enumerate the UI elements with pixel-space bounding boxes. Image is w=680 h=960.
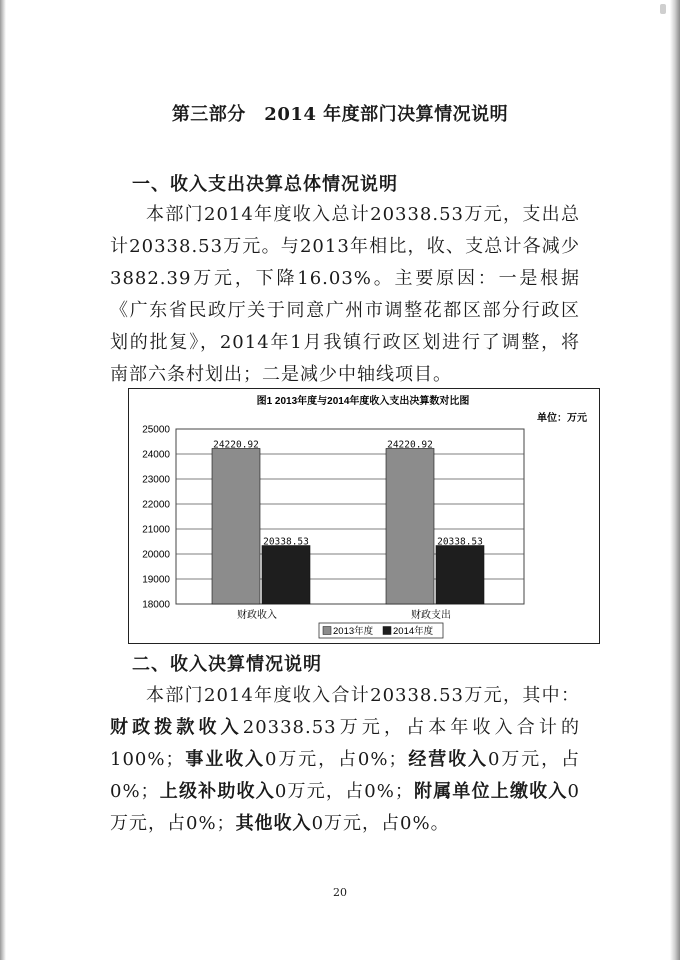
section-1-paragraph: 本部门2014年度收入总计20338.53万元，支出总计20338.53万元。与2013年相比，收、支总计各减少3882.39万元，下降16.03%。主要原因：一是根据《广东省民政厅关于同意广州市调整花都区部分行政区划的批复》，2014年1月我镇行政区划进行了调整，将南部六条村划出；二是减少中轴线项目。	[110, 204, 580, 385]
business-income-text: 0万元，占0%；	[264, 749, 408, 770]
income-intro: 本部门2014年度收入合计20338.53万元，其中：	[146, 685, 580, 706]
punch-mark	[660, 4, 666, 14]
y-tick-label: 20000	[142, 549, 170, 561]
chart-unit-label: 单位：万元	[537, 413, 587, 424]
data-label: 24220.92	[213, 439, 259, 451]
bar	[212, 448, 260, 604]
y-tick-label: 25000	[142, 424, 170, 436]
other-income-text: 0万元，占0%。	[311, 813, 450, 834]
part-title: 第三部分 2014 年度部门决算情况说明	[171, 104, 509, 125]
legend-label: 2014年度	[393, 626, 434, 637]
page-number: 20	[333, 886, 347, 899]
affiliated-unit-label: 附属单位上缴收入	[413, 781, 568, 802]
chart-svg	[129, 389, 598, 642]
section-heading-2: 二、收入决算情况说明	[132, 654, 322, 675]
affiliated-unit-text: 0万元，占0%；	[110, 781, 580, 834]
legend-label: 2013年度	[333, 626, 374, 637]
operating-income-text: 0万元，占0%；	[110, 749, 581, 802]
x-axis-categories	[237, 608, 451, 621]
legend-swatch	[323, 627, 331, 635]
data-label: 20338.53	[263, 536, 309, 548]
comparison-chart	[128, 388, 600, 644]
higher-level-subsidy-text: 0万元，占0%；	[274, 781, 414, 802]
y-tick-label: 18000	[142, 599, 170, 611]
x-category-label: 财政收入	[237, 610, 277, 621]
other-income-label: 其他收入	[235, 813, 312, 834]
y-tick-label: 24000	[142, 449, 170, 461]
data-label: 20338.53	[437, 536, 483, 548]
fiscal-appropriation-label: 财政拨款收入	[110, 717, 243, 738]
fiscal-appropriation-text: 20338.53万元，占本年收入合计的100%；	[110, 717, 581, 770]
chart-title: 图1 2013年度与2014年度收入支出决算数对比图	[256, 396, 470, 407]
x-category-label: 财政支出	[411, 610, 451, 621]
chart-legend	[319, 623, 443, 638]
y-tick-label: 22000	[142, 499, 170, 511]
legend-swatch	[383, 627, 391, 635]
section-heading-1: 一、收入支出决算总体情况说明	[132, 174, 398, 195]
y-tick-label: 19000	[142, 574, 170, 586]
y-tick-label: 21000	[142, 524, 170, 536]
scan-left-edge	[0, 0, 6, 960]
y-axis-ticks	[142, 425, 170, 611]
operating-income-label: 经营收入	[407, 749, 488, 770]
bar	[436, 546, 484, 604]
section-2-paragraph	[110, 680, 580, 840]
bar	[386, 448, 434, 604]
business-income-label: 事业收入	[184, 749, 265, 770]
higher-level-subsidy-label: 上级补助收入	[159, 781, 275, 802]
y-tick-label: 23000	[142, 474, 170, 486]
scan-right-edge	[670, 0, 680, 960]
data-label: 24220.92	[387, 439, 433, 451]
bar	[262, 546, 310, 604]
